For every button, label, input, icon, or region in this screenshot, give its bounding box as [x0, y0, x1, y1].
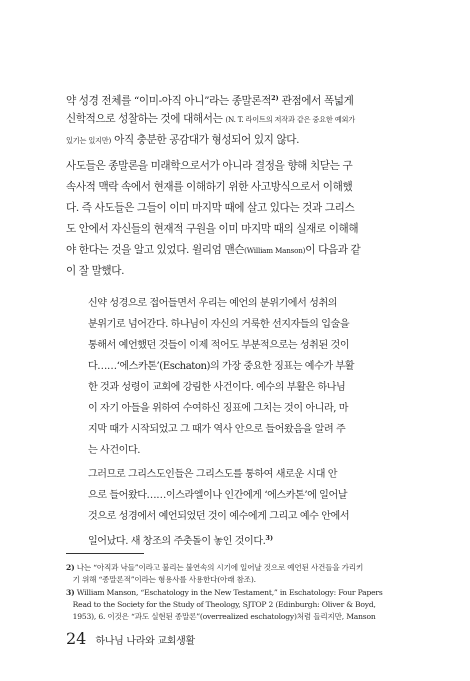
quote-line: 그러므로 그리스도인들은 그리스도를 통하여 새로운 시대 안	[88, 469, 338, 480]
quote-line: 는 사건이다.	[88, 445, 141, 456]
footnote-line: Read to the Society for the Study of Theology, SJTOP 2 (Edinburgh: Oliver & Boyd,	[66, 600, 376, 609]
quote-line: 지막 때가 시작되었고 그 때가 역사 안으로 들어왔음을 알려 주	[88, 424, 346, 435]
quote-line: 통해서 예언했던 것들이 이제 적어도 부분적으로는 성취된 것이	[88, 340, 350, 351]
page-number: 24	[66, 629, 87, 648]
footnote-line: 3) William Manson, “Eschatology in the New Testament,” in Eschatology: Four Papers	[66, 588, 383, 597]
quote-line: 것으로 성경에서 예언되었던 것이 예수에게 그리고 예수 안에서	[88, 511, 350, 522]
quote-line: 신약 성경으로 접어들면서 우리는 예언의 분위기에서 성취의	[88, 298, 338, 309]
body-line: 신학적으로 성찰하는 것에 대해서는 (N. T. 라이트의 저작과 같은 중요한 예외가	[66, 113, 355, 125]
quote-line: 일어났다. 새 창조의 주춧돌이 놓인 것이다.$^{3)}$	[88, 534, 274, 547]
body-line: 야 한다는 것을 알고 있었다. 윌리엄 맨슨(William Manson)이 다음과 같	[66, 244, 361, 256]
quote-line: 분위기로 넘어간다. 하나님이 자신의 거룩한 선지자들의 입술을	[88, 319, 350, 330]
footnote-marker: 2)	[66, 563, 75, 572]
body-line: 이 잘 말했다.	[66, 265, 125, 277]
body-line: 속사적 맥락 속에서 현재를 이해하기 위한 사고방식으로서 이해했	[66, 181, 353, 193]
footnote-ref-3: 3)	[265, 534, 274, 542]
footnote-line: 기 위해 “종말론적”이라는 형용사를 사용한다(아래 참조).	[66, 575, 256, 584]
footnote-ref-2: 2)	[271, 94, 279, 102]
body-line: 있기는 있지만) 아직 충분한 공감대가 형성되어 있지 않다.	[66, 134, 300, 146]
body-line: 약 성경 전체를 “이미-아직 아니”라는 종말론적$^{2)}$ 관점에서 폭넓게	[66, 94, 354, 107]
footnote-line: 1953), 6. 이것은 “과도 실현된 종말론”(overrealized eschatology)처럼 들리지만, Manson	[66, 612, 376, 621]
body-line: 다. 즉 사도들은 그들이 이미 마지막 때에 살고 있다는 것과 그리스	[66, 202, 355, 214]
quote-line: 다……‘에스카톤’(Eschaton)의 가장 중요한 징표는 예수가 부활	[88, 361, 355, 372]
quote-line: 이 자기 아들을 위하여 수여하신 징표에 그치는 것이 아니라, 마	[88, 403, 349, 414]
body-line: 사도들은 종말론을 미래학으로서가 아니라 결정을 향해 치닫는 구	[66, 160, 353, 172]
quote-line: 한 것과 성령이 교회에 강림한 사건이다. 예수의 부활은 하나님	[88, 382, 346, 393]
footnote-line: 2) 나는 “아직과 낙들”이라고 불리는 불연속의 시기에 일어날 것으로 예언된 사건들을 가리키	[66, 563, 364, 572]
body-line: 도 안에서 자신들의 현재적 구원을 이미 마지막 때의 실재로 이해해	[66, 223, 359, 235]
running-head: 하나님 나라와 교회생활	[95, 636, 195, 647]
page-footer	[66, 629, 195, 648]
footnote-marker: 3)	[66, 588, 75, 597]
quote-line: 으로 들어왔다……이스라엘이나 인간에게 ‘에스카톤’에 일어날	[88, 490, 348, 501]
footnote-separator	[66, 553, 144, 554]
